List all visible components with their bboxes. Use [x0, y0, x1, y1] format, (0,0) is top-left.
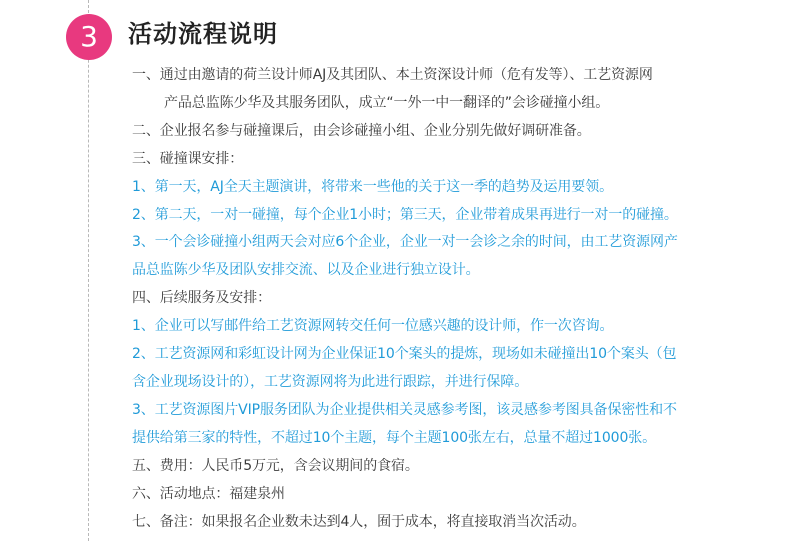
- process-description: [132, 62, 772, 536]
- process-line: 产品总监陈少华及其服务团队，成立“一外一中一翻译的”会诊碰撞小组。: [164, 94, 610, 111]
- process-line: 含企业现场设计的），工艺资源网将为此进行跟踪，并进行保障。: [132, 373, 529, 390]
- process-line: 六、活动地点：福建泉州: [132, 485, 285, 502]
- process-line: 四、后续服务及安排：: [132, 290, 271, 307]
- process-line: 2、第二天，一对一碰撞，每个企业1小时；第三天，企业带着成果再进行一对一的碰撞。: [132, 206, 678, 223]
- process-line: 七、备注：如果报名企业数未达到4人，囿于成本，将直接取消当次活动。: [132, 513, 586, 530]
- process-line: 三、碰撞课安排：: [132, 150, 244, 167]
- process-line: 二、企业报名参与碰撞课后，由会诊碰撞小组、企业分别先做好调研准备。: [132, 122, 591, 139]
- step-number-badge: 3: [66, 14, 112, 60]
- process-line: 1、企业可以写邮件给工艺资源网转交任何一位感兴趣的设计师，作一次咨询。: [132, 318, 614, 335]
- process-line: 2、工艺资源网和彩虹设计网为企业保证10个案头的提炼，现场如未碰撞出10个案头（包: [132, 346, 677, 363]
- process-line: 3、工艺资源图片VIP服务团队为企业提供相关灵感参考图，该灵感参考图具备保密性和不: [132, 401, 677, 418]
- process-line: 品总监陈少华及团队安排交流、以及企业进行独立设计。: [132, 262, 480, 279]
- process-line: 一、通过由邀请的荷兰设计师AJ及其团队、本土资深设计师（危有发等）、工艺资源网: [132, 67, 653, 83]
- process-line: 3、一个会诊碰撞小组两天会对应6个企业，企业一对一会诊之余的时间，由工艺资源网产: [132, 234, 678, 251]
- process-line: 提供给第三家的特性，不超过10个主题，每个主题100张左右，总量不超过1000张。: [132, 429, 657, 446]
- section-title: 活动流程说明: [128, 20, 278, 48]
- process-line: 五、费用：人民币5万元，含会议期间的食宿。: [132, 457, 419, 474]
- timeline-dashed-line: [88, 0, 89, 541]
- process-line: 1、第一天，AJ全天主题演讲，将带来一些他的关于这一季的趋势及运用要领。: [132, 178, 614, 195]
